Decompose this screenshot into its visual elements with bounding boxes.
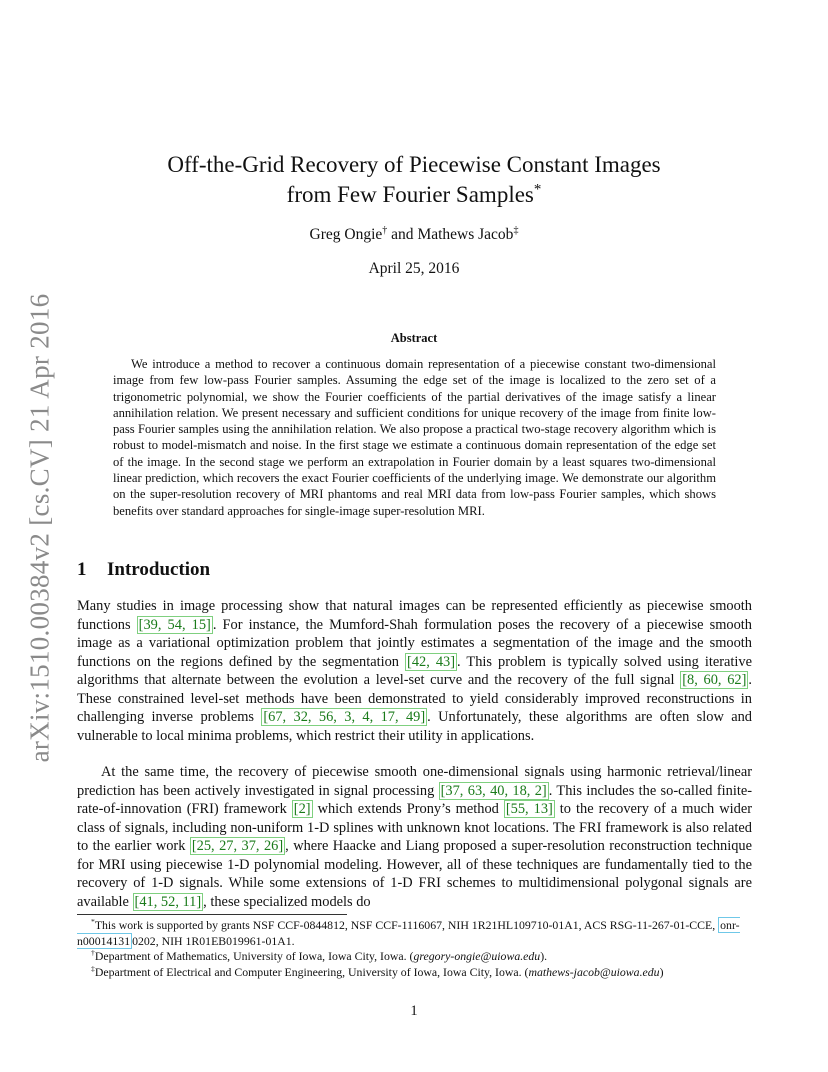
citation-link[interactable]: [41, 52, 11] bbox=[134, 893, 202, 910]
section-heading-introduction bbox=[77, 559, 210, 581]
intro-paragraph-2 bbox=[77, 763, 752, 911]
citation-link[interactable]: [67, 32, 56, 3, 4, 17, 49] bbox=[263, 709, 426, 725]
section-number: 1 bbox=[77, 559, 87, 580]
author-conjunction: and bbox=[387, 226, 418, 243]
citation-link[interactable]: [42, 43] bbox=[407, 653, 456, 670]
paper-date: April 25, 2016 bbox=[368, 260, 460, 277]
text-run: , where Haacke and Liang proposed a super-resolution reconstruction technique for MRI using piecewise 1-D polynomial modeling. However, all of these techniques are fundamentally tied to the recovery of 1-D signals. While some extensions of 1-D FRI schemes to multidimensional polygonal signals are available bbox=[77, 838, 753, 910]
abstract-body: We introduce a method to recover a continuous domain representation of a piecewise constant two-dimensional image from few low-pass Fourier samples. Assuming the edge set of the image is localized to the zero set of a trigonometric polynomial, we show the Fourier coefficients of the partial derivatives of the image satisfy a linear annihilation relation. We present necessary and sufficient conditions for unique recovery of the image from finite low-pass Fourier samples using the annihilation relation. We also propose a practical two-stage recovery algorithm which is robust to model-mismatch and noise. In the first stage we estimate a continuous domain representation of the edge set of the image. In the second stage we perform an extrapolation in Fourier domain by a least squares two-dimensional linear prediction, which recovers the exact Fourier coefficients of the underlying image. We demonstrate our algorithm on the super-resolution recovery of MRI phantoms and real MRI data from low-pass Fourier samples, which shows benefits over standard approaches for single-image super-resolution MRI. bbox=[113, 357, 716, 518]
footnote-text: ) bbox=[659, 964, 664, 979]
citation-link[interactable]: [2] bbox=[293, 801, 311, 817]
author-second: Mathews Jacob bbox=[417, 226, 514, 243]
footnote-text: 0202, NIH 1R01EB019961-01A1. bbox=[132, 933, 295, 948]
arxiv-identifier: arXiv:1510.00384v2 [cs.CV] 21 Apr 2016 bbox=[24, 293, 55, 763]
footnote-affiliation-2 bbox=[77, 965, 752, 981]
text-run: . For instance, the Mumford-Shah formulation poses the recovery of a piecewise smooth image as a variational optimization problem that jointly estimates a segmentation of the image and the smooth functions on the regions defined by the segmentation bbox=[77, 616, 753, 670]
footnote-divider bbox=[77, 914, 347, 915]
citation-link[interactable]: [8, 60, 62] bbox=[682, 672, 747, 688]
text-run: which extends Prony’s method bbox=[312, 801, 504, 817]
footnote-affiliation-1 bbox=[77, 949, 752, 965]
abstract-heading: Abstract bbox=[390, 331, 438, 345]
footnote-funding bbox=[77, 918, 752, 949]
author-second-mark: ‡ bbox=[513, 224, 519, 236]
text-run: . These constrained level-set methods have been demonstrated to yield considerably improved reconstructions in challenging inverse problems bbox=[77, 672, 752, 725]
citation-link[interactable]: [39, 54, 15] bbox=[138, 616, 211, 633]
paper-title bbox=[0, 150, 828, 210]
footnote-mark: ‡ bbox=[91, 963, 95, 973]
text-run: , these specialized models do bbox=[203, 893, 371, 910]
arxiv-sidebar bbox=[18, 268, 62, 788]
footnotes bbox=[77, 918, 752, 980]
footnote-text: This work is supported by grants NSF CCF-0844812, NSF CCF-1116067, NIH 1R21HL109710-01A1, ACS RSG-11-267-01-CCE, bbox=[94, 918, 719, 932]
footnote-mark: † bbox=[91, 948, 95, 958]
text-run: Many studies in image processing show that natural images can be represented efficiently as piecewise smooth functions bbox=[77, 598, 752, 633]
citation-link[interactable]: [25, 27, 37, 26] bbox=[191, 838, 284, 854]
author-list bbox=[0, 226, 828, 244]
text-run: At the same time, the recovery of piecewise smooth one-dimensional signals using harmonic retrieval/linear prediction has been actively investigated in signal processing bbox=[77, 764, 752, 799]
text-run: . This includes the so-called finite-rate-of-innovation (FRI) framework bbox=[77, 782, 753, 817]
author-email: mathews-jacob@uiowa.edu bbox=[528, 964, 660, 979]
title-line-2-text: from Few Fourier Samples bbox=[286, 182, 534, 207]
title-footnote-mark: * bbox=[533, 181, 542, 198]
page-number: 1 bbox=[410, 1003, 418, 1019]
citation-link[interactable]: [37, 63, 40, 18, 2] bbox=[440, 782, 547, 799]
footnote-mark: * bbox=[91, 917, 95, 927]
author-first: Greg Ongie bbox=[309, 226, 383, 243]
citation-link[interactable]: [55, 13] bbox=[505, 801, 553, 817]
grant-link[interactable]: onr-n00014131 bbox=[77, 918, 740, 948]
section-title: Introduction bbox=[107, 559, 211, 580]
text-run: . Unfortunately, these algorithms are often slow and vulnerable to local minima problems, which restrict their utility in applications. bbox=[77, 709, 752, 744]
footnote-text: Department of Electrical and Computer Engineering, University of Iowa, Iowa City, Iowa. ( bbox=[94, 964, 529, 979]
author-email: gregory-ongie@uiowa.edu bbox=[413, 949, 541, 963]
author-first-mark: † bbox=[382, 224, 388, 236]
intro-paragraph-1 bbox=[77, 597, 752, 745]
footnote-text: Department of Mathematics, University of Iowa, Iowa City, Iowa. ( bbox=[94, 949, 414, 963]
title-line-2 bbox=[0, 180, 828, 210]
text-run: . This problem is typically solved using iterative algorithms that alternate between the evolution a level-set curve and the recovery of the full signal bbox=[77, 653, 752, 688]
title-line-1: Off-the-Grid Recovery of Piecewise Constant Images bbox=[167, 152, 661, 177]
text-run: to the recovery of a much wider class of signals, including non-uniform 1-D splines with unknown knot locations. The FRI framework is also related to the earlier work bbox=[77, 801, 753, 854]
footnote-text: ). bbox=[540, 949, 548, 963]
